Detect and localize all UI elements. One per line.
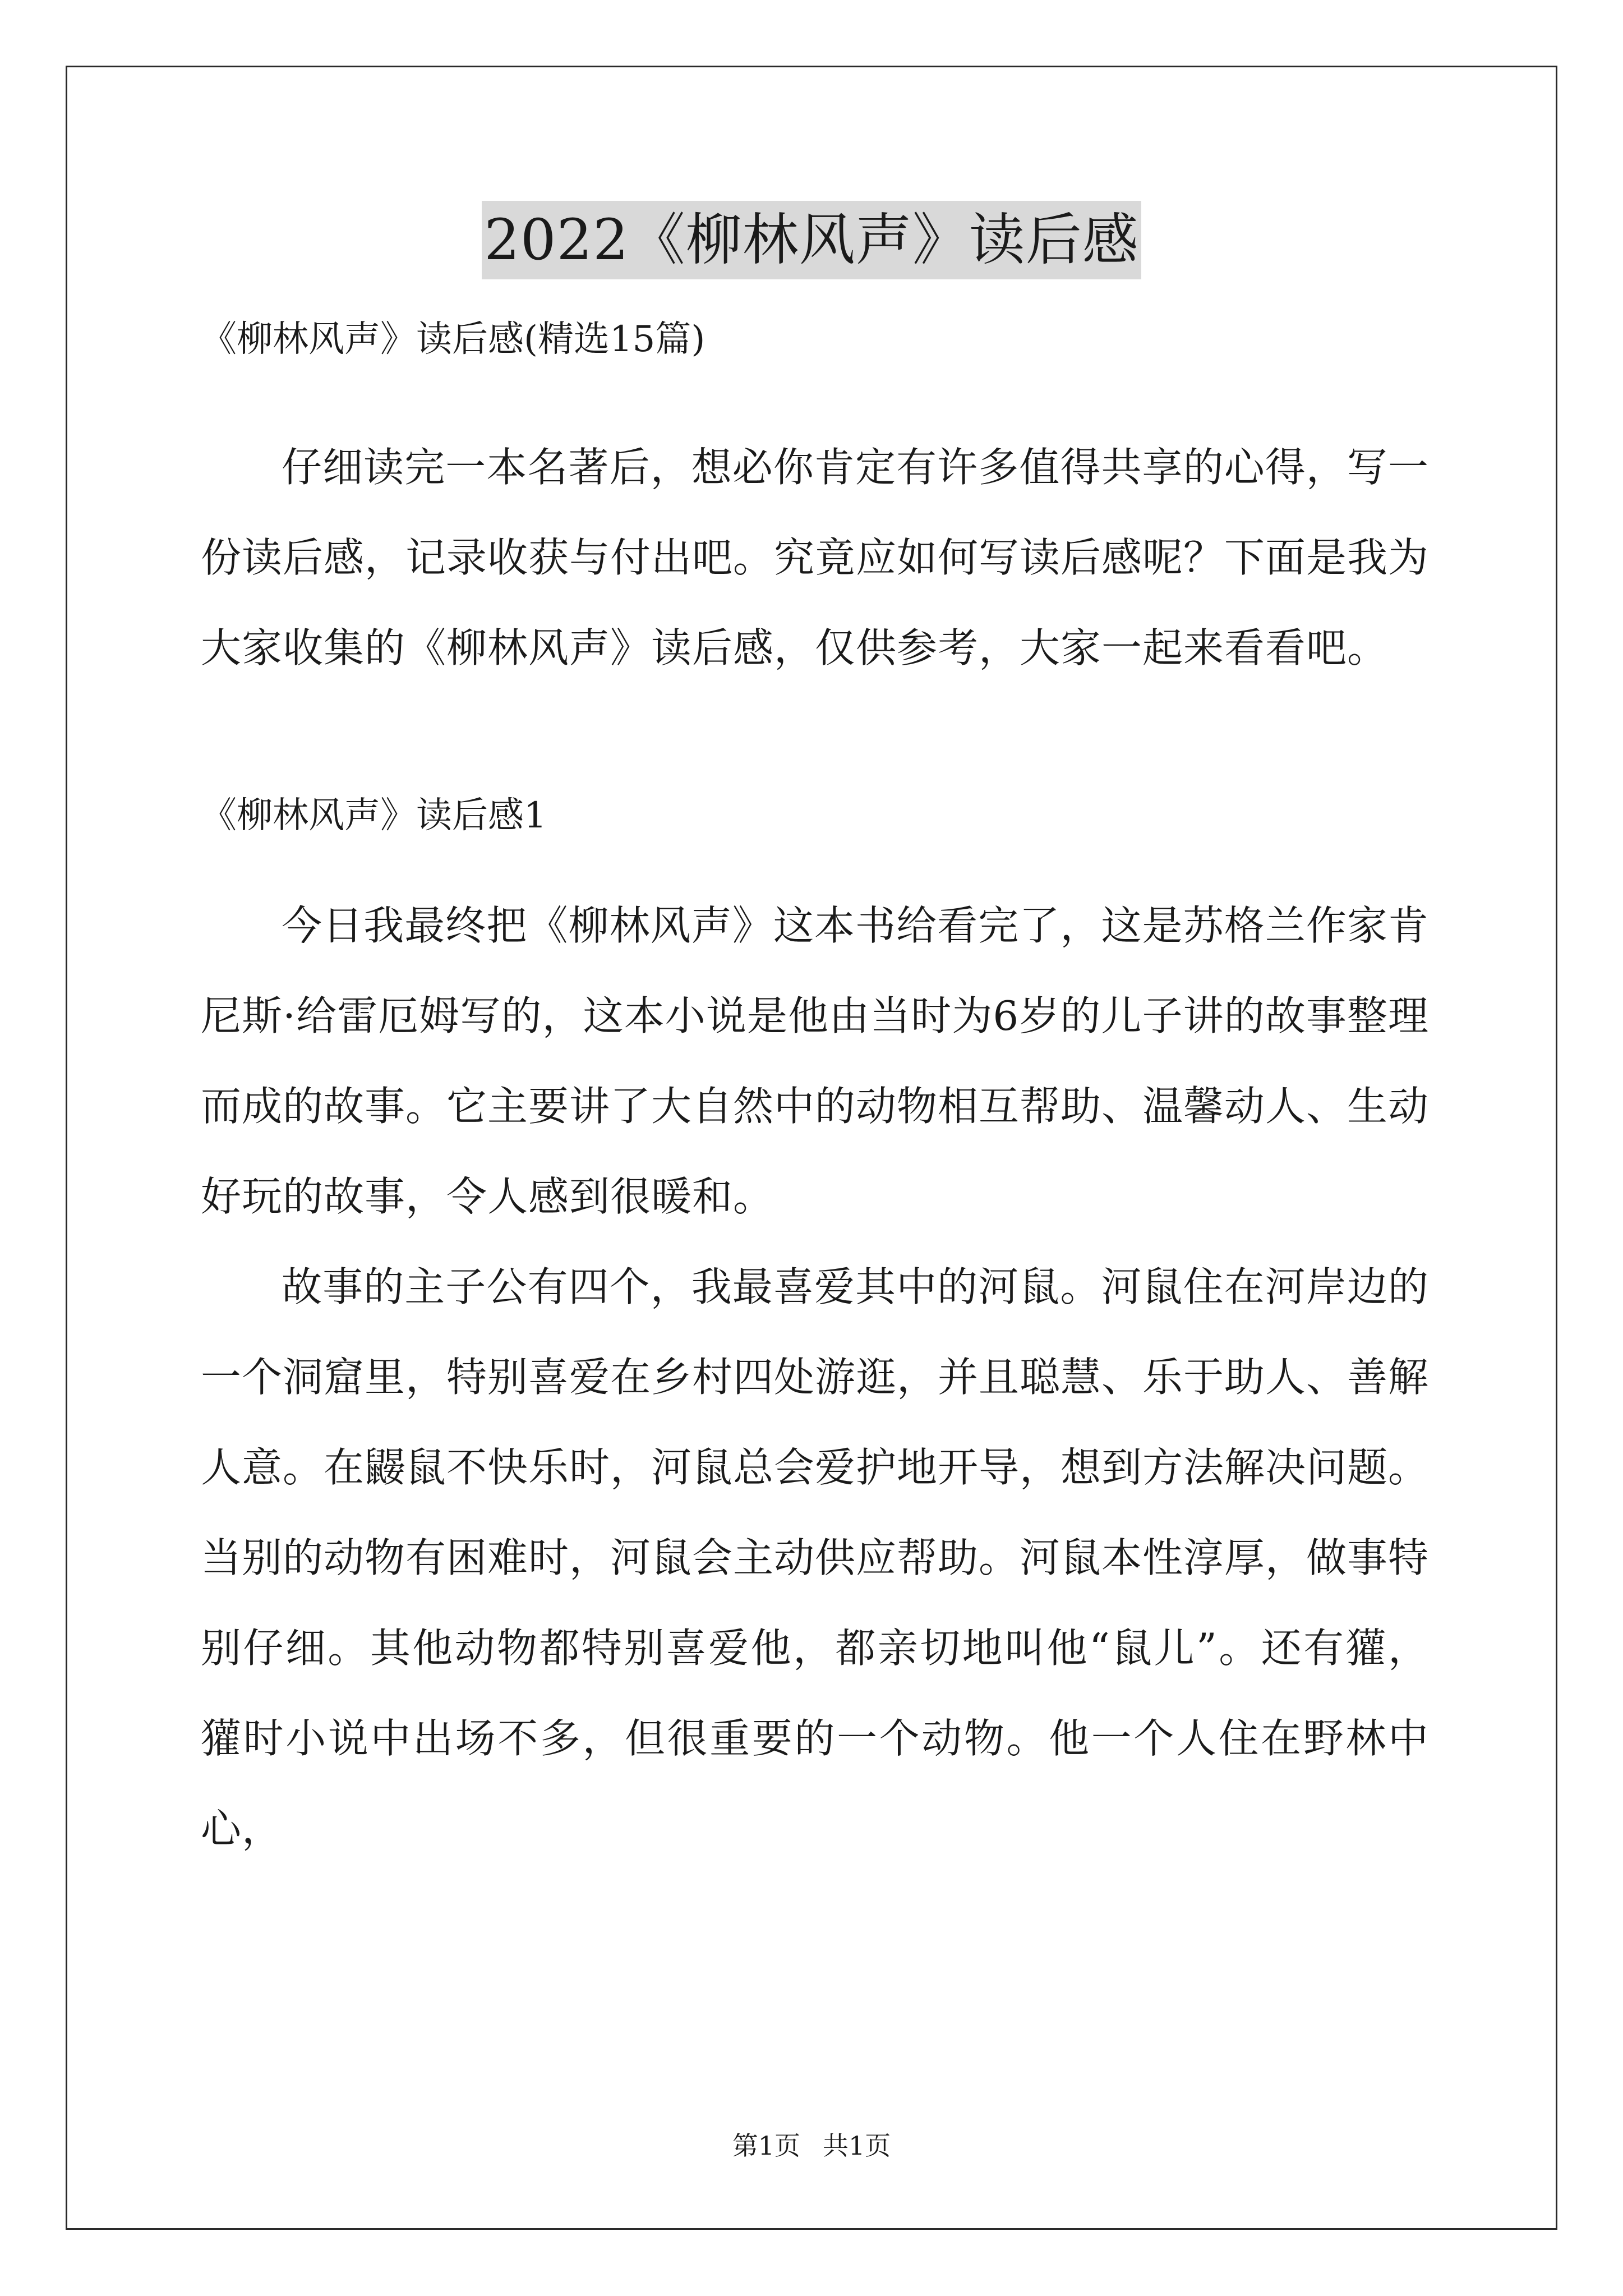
body-paragraph: 故事的主子公有四个，我最喜爱其中的河鼠。河鼠住在河岸边的一个洞窟里，特别喜爱在乡村四处游逛，并且聪慧、乐于助人、善解人意。在鼹鼠不快乐时，河鼠总会爱护地开导，想到方法解决问题。当别的动物有困难时，河鼠会主动供应帮助。河鼠本性淳厚，做事特别仔细。其他动物都特别喜爱他，都亲切地叫他“鼠儿”。还有獾，獾时小说中出场不多，但很重要的一个动物。他一个人住在野林中心， bbox=[201, 1263, 1430, 1852]
document-body bbox=[201, 314, 1429, 1874]
page-footer bbox=[0, 2129, 1623, 2162]
body-paragraph: 今日我最终把《柳林风声》这本书给看完了，这是苏格兰作家肯尼斯·给雷厄姆写的，这本小说是他由当时为6岁的儿子讲的故事整理而成的故事。它主要讲了大自然中的动物相互帮助、温馨动人、生动好玩的故事，令人感到很暖和。 bbox=[201, 902, 1430, 1220]
page-number: 第1页 bbox=[732, 2131, 800, 2161]
document-subtitle: 《柳林风声》读后感(精选15篇) bbox=[201, 319, 706, 360]
document-title: 2022《柳林风声》读后感 bbox=[482, 201, 1141, 279]
intro-paragraph: 仔细读完一本名著后，想必你肯定有许多值得共享的心得，写一份读后感，记录收获与付出吧。究竟应如何写读后感呢？下面是我为大家收集的《柳林风声》读后感，仅供参考，大家一起来看看吧。 bbox=[201, 444, 1430, 671]
section-heading: 《柳林风声》读后感1 bbox=[201, 795, 547, 836]
title-container bbox=[0, 201, 1623, 279]
page-total: 共1页 bbox=[823, 2131, 891, 2161]
